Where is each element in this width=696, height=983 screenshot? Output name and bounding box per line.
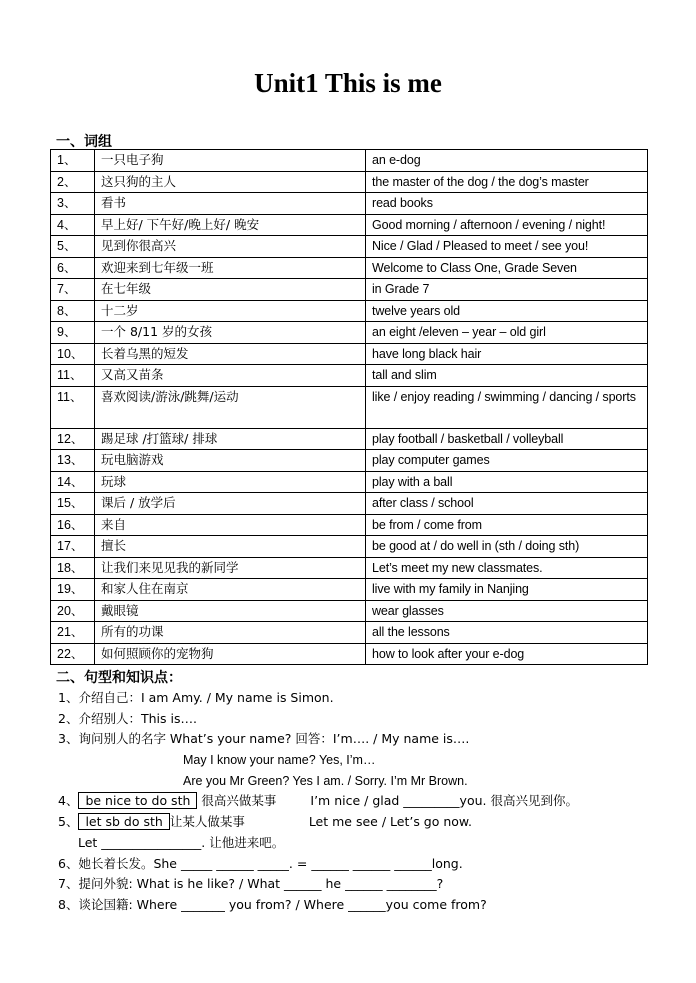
phrase-english: all the lessons [366,622,648,644]
note-line [58,812,658,833]
note-translation: 让某人做某事 [169,814,245,830]
section-heading-phrases: 一、词组 [56,134,112,150]
phrase-chinese: 擅长 [95,536,366,558]
phrase-row [51,279,648,301]
phrase-english: Nice / Glad / Pleased to meet / see you! [366,236,648,258]
phrase-chinese: 课后 / 放学后 [95,493,366,515]
phrase-number: 15、 [51,493,95,515]
phrase-chinese: 长着乌黑的短发 [95,343,366,365]
phrase-row [51,643,648,665]
phrase-row [51,471,648,493]
phrase-chinese: 在七年级 [95,279,366,301]
phrase-chinese: 玩电脑游戏 [95,450,366,472]
section-heading-sentences: 二、句型和知识点： [56,670,182,686]
phrase-row [51,536,648,558]
phrase-row [51,386,648,428]
note-line: Are you Mr Green? Yes I am. / Sorry. I’m Mr Brown. [183,773,468,788]
phrase-number: 2、 [51,171,95,193]
phrase-chinese: 来自 [95,514,366,536]
phrase-english: an eight /eleven – year – old girl [366,322,648,344]
phrase-chinese: 戴眼镜 [95,600,366,622]
phrase-number: 1、 [51,150,95,172]
phrase-table [50,149,648,665]
phrase-chinese: 和家人住在南京 [95,579,366,601]
phrase-chinese: 喜欢阅读/游泳/跳舞/运动 [95,386,366,428]
phrase-number: 16、 [51,514,95,536]
phrase-row [51,257,648,279]
phrase-english: Welcome to Class One, Grade Seven [366,257,648,279]
phrase-number: 22、 [51,643,95,665]
phrase-number: 12、 [51,428,95,450]
phrase-english: be good at / do well in (sth / doing sth) [366,536,648,558]
phrase-chinese: 看书 [95,193,366,215]
phrase-english: tall and slim [366,365,648,387]
phrase-chinese: 又高又苗条 [95,365,366,387]
note-number: 4、 [58,793,79,809]
phrase-number: 13、 [51,450,95,472]
phrase-row [51,450,648,472]
phrase-chinese: 欢迎来到七年级一班 [95,257,366,279]
phrase-number: 11、 [51,386,95,428]
phrase-number: 10、 [51,343,95,365]
phrase-english: have long black hair [366,343,648,365]
sentence-notes [58,688,658,916]
phrase-english: an e-dog [366,150,648,172]
phrase-row [51,514,648,536]
phrase-chinese: 一只电子狗 [95,150,366,172]
phrase-number: 7、 [51,279,95,301]
phrase-row [51,300,648,322]
phrase-chinese: 这只狗的主人 [95,171,366,193]
boxed-phrase: be nice to do sth [78,792,197,809]
phrase-chinese: 踢足球 /打篮球/ 排球 [95,428,366,450]
note-line [58,791,658,812]
note-line: May I know your name? Yes, I’m… [183,753,376,768]
note-line: 6、她长着长发。She _____ ______ _____. = ______ ______ ______long. [58,855,463,871]
phrase-row [51,622,648,644]
boxed-phrase: let sb do sth [78,813,169,830]
phrase-row [51,579,648,601]
phrase-number: 5、 [51,236,95,258]
phrase-chinese: 所有的功课 [95,622,366,644]
note-example: I’m nice / glad _________you. 很高兴见到你。 [310,793,578,809]
phrase-english: Good morning / afternoon / evening / night! [366,214,648,236]
phrase-number: 18、 [51,557,95,579]
phrase-row [51,493,648,515]
phrase-english: play computer games [366,450,648,472]
phrase-row [51,236,648,258]
phrase-english: after class / school [366,493,648,515]
phrase-row [51,343,648,365]
phrase-english: how to look after your e-dog [366,643,648,665]
phrase-english: live with my family in Nanjing [366,579,648,601]
note-translation: 很高兴做某事 [201,793,277,809]
phrase-number: 19、 [51,579,95,601]
note-line: 1、介绍自己：I am Amy. / My name is Simon. [58,690,334,705]
phrase-english: Let’s meet my new classmates. [366,557,648,579]
note-example: Let me see / Let’s go now. [308,814,472,830]
phrase-english: play with a ball [366,471,648,493]
phrase-number: 4、 [51,214,95,236]
note-line: 7、提问外貌: What is he like? / What ______ he ______ ________? [58,876,444,892]
phrase-number: 11、 [51,365,95,387]
phrase-chinese: 一个 8/11 岁的女孩 [95,322,366,344]
phrase-number: 14、 [51,471,95,493]
phrase-number: 17、 [51,536,95,558]
phrase-number: 8、 [51,300,95,322]
phrase-row [51,214,648,236]
phrase-row [51,150,648,172]
phrase-chinese: 见到你很高兴 [95,236,366,258]
note-line: Let ________________. 让他进来吧。 [78,834,285,850]
note-number: 5、 [58,814,79,830]
note-line: 3、询问别人的名字 What’s your name? 回答：I’m…. / My name is…. [58,731,470,747]
phrase-chinese: 让我们来见见我的新同学 [95,557,366,579]
phrase-number: 20、 [51,600,95,622]
note-line: 8、谈论国籍: Where _______ you from? / Where ______you come from? [58,896,487,912]
phrase-english: twelve years old [366,300,648,322]
phrase-chinese: 如何照顾你的宠物狗 [95,643,366,665]
note-line: 2、介绍别人：This is…. [58,710,197,726]
phrase-row [51,428,648,450]
phrase-row [51,171,648,193]
phrase-chinese: 玩球 [95,471,366,493]
phrase-row [51,557,648,579]
phrase-english: play football / basketball / volleyball [366,428,648,450]
phrase-row [51,193,648,215]
page-title: Unit1 This is me [254,68,442,98]
phrase-number: 21、 [51,622,95,644]
phrase-number: 6、 [51,257,95,279]
phrase-english: be from / come from [366,514,648,536]
phrase-chinese: 早上好/ 下午好/晚上好/ 晚安 [95,214,366,236]
phrase-english: read books [366,193,648,215]
phrase-english: wear glasses [366,600,648,622]
phrase-number: 9、 [51,322,95,344]
phrase-row [51,322,648,344]
phrase-row [51,600,648,622]
phrase-row [51,365,648,387]
phrase-english: the master of the dog / the dog’s master [366,171,648,193]
phrase-english: in Grade 7 [366,279,648,301]
phrase-chinese: 十二岁 [95,300,366,322]
phrase-english: like / enjoy reading / swimming / dancing / sports [366,386,648,428]
phrase-number: 3、 [51,193,95,215]
